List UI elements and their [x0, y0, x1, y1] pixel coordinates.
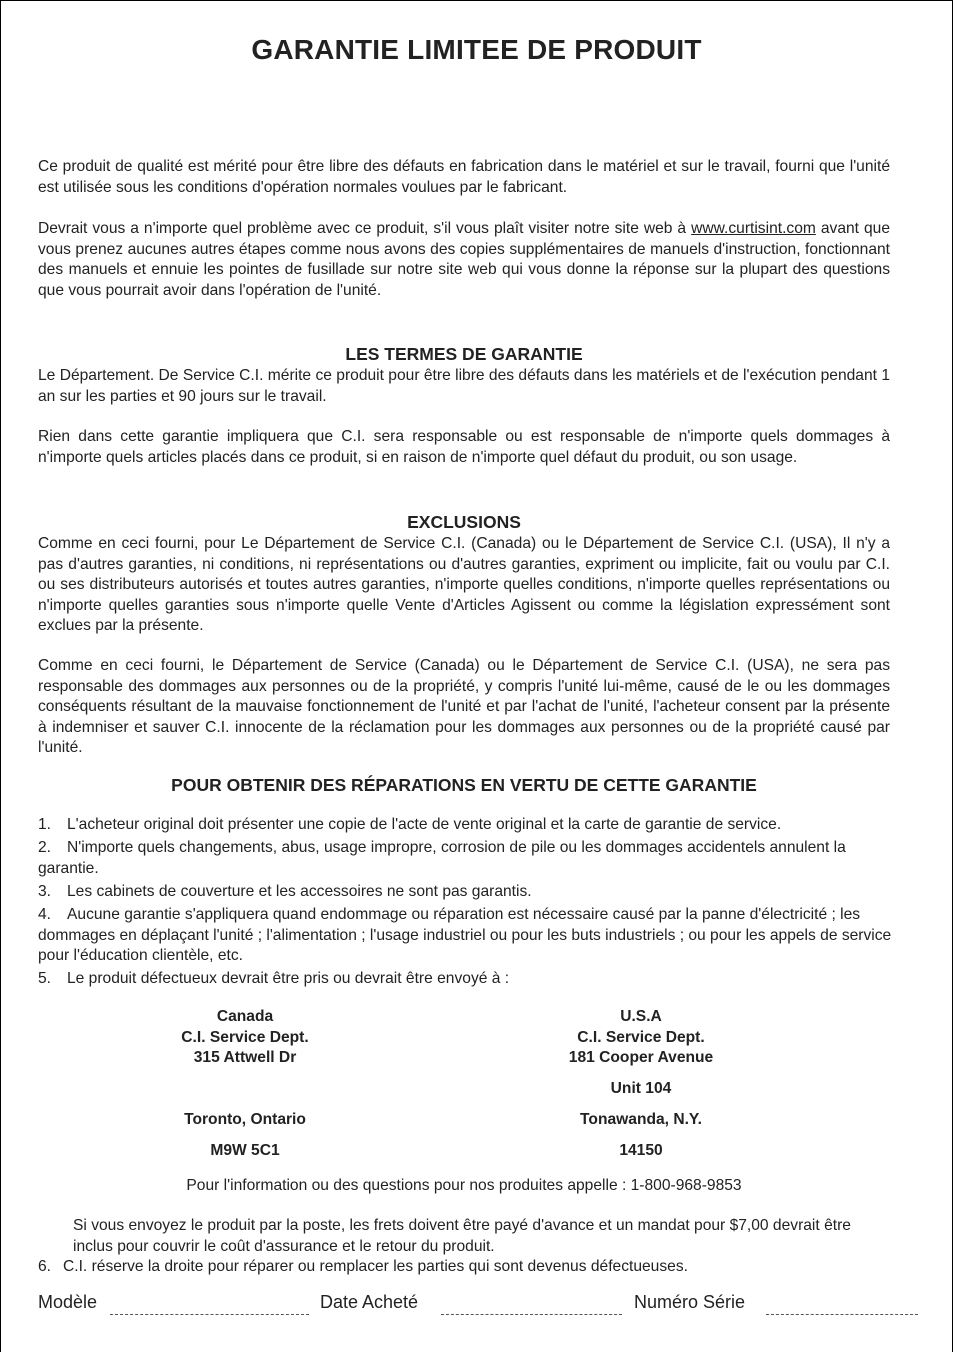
canada-postal: M9W 5C1: [210, 1142, 280, 1159]
exclusions-heading: EXCLUSIONS: [407, 512, 521, 532]
intro-text-after-link: avant que vous prenez aucunes autres étapes comme nous avons des copies supplémentaires de manuels d'instruction, fonctionnant des manuels et ennuie les pointes de fusillade sur notre site web qui vous donne la réponse sur la plupart des questions que vous pourrait avoir dans l'opération de l'unité.: [38, 220, 890, 299]
repair-item-2: [38, 838, 898, 879]
item-text: L'acheteur original doit présenter une copie de l'acte de vente original et la carte de garantie de service.: [67, 816, 782, 833]
usa-country: U.S.A: [620, 1008, 662, 1025]
exclusions-paragraph-1: Comme en ceci fourni, pour Le Département de Service C.I. (Canada) ou le Département de Service C.I. (USA), Il n'y a pas d'autres garanties, ni conditions, ni représentations ou d'autres garanties, expriment ou implicite, fait ou voulu par C.I. ou ses distributeurs autorisés et toutes autres garanties, n'importe quelles conditions, n'importe quelles représentations ou n'importe quelles garanties sous n'importe quelle Vente d'Articles Agissent ou comme la législation expressément sont exclues par la présente.: [38, 535, 890, 634]
website-link[interactable]: www.curtisint.com: [691, 220, 816, 237]
repair-item-5: [38, 969, 898, 990]
item-text: Aucune garantie s'appliquera quand endommage ou réparation est nécessaire causé par la panne d'électricité ; les dommages en déplaçant l'unité ; l'alimentation ; l'usage industriel ou pour les buts industriels ; ou pour les appels de service pour l'éducation clientèle, etc.: [38, 906, 892, 964]
item-text: N'importe quels changements, abus, usage impropre, corrosion de pile ou les dommages accidentels annulent la garantie.: [38, 839, 846, 877]
repair-item-4: [38, 905, 898, 967]
item-number: 4.: [38, 906, 52, 923]
item-number: 6.: [38, 1258, 52, 1275]
item-number: 2.: [38, 839, 52, 856]
item-number: 5.: [38, 970, 52, 987]
item-number: 1.: [38, 816, 52, 833]
repairs-heading: POUR OBTENIR DES RÉPARATIONS EN VERTU DE CETTE GARANTIE: [171, 775, 757, 795]
item-text: Le produit défectueux devrait être pris ou devrait être envoyé à :: [67, 970, 510, 987]
canada-street: 315 Attwell Dr: [193, 1049, 297, 1066]
usa-dept: C.I. Service Dept.: [577, 1029, 705, 1046]
item-text: C.I. réserve la droite pour réparer ou remplacer les parties qui sont devenus défectueuses.: [63, 1258, 688, 1275]
usa-city: Tonawanda, N.Y.: [580, 1111, 702, 1128]
intro-paragraph-2: [38, 219, 890, 301]
model-label: Modèle: [38, 1292, 98, 1312]
usa-unit: Unit 104: [610, 1080, 672, 1097]
terms-paragraph-2: Rien dans cette garantie impliquera que C.I. sera responsable ou est responsable de n'importe quels dommages à n'importe quels articles placés dans ce produit, si en raison de n'importe quel défaut du produit, ou son usage.: [38, 428, 890, 466]
terms-heading: LES TERMES DE GARANTIE: [345, 344, 583, 364]
item-text: Les cabinets de couverture et les accessoires ne sont pas garantis.: [67, 883, 532, 900]
repair-item-1: [38, 815, 898, 836]
info-phone-line: Pour l'information ou des questions pour nos produites appelle : 1-800-968-9853: [186, 1177, 742, 1194]
page-border-left: [0, 0, 1, 1352]
intro-text-before-link: Devrait vous a n'importe quel problème avec ce produit, s'il vous plaît visiter notre site web à: [38, 220, 692, 237]
terms-paragraph-1: Le Département. De Service C.I. mérite ce produit pour être libre des défauts dans les matériels et de l'exécution pendant 1 an sur les parties et 90 jours sur le travail.: [38, 367, 890, 405]
serial-number-field-line[interactable]: [766, 1314, 918, 1315]
intro-paragraph-1: Ce produit de qualité est mérité pour être libre des défauts en fabrication dans le matériel et sur le travail, fourni que l'unité est utilisée sous les conditions d'opération normales voulues par le fabricant.: [38, 158, 890, 196]
canada-city: Toronto, Ontario: [184, 1111, 306, 1128]
usa-street: 181 Cooper Avenue: [568, 1049, 714, 1066]
repair-item-3: [38, 882, 898, 903]
model-field-line[interactable]: [110, 1314, 309, 1315]
repair-item-6: [38, 1257, 898, 1278]
purchase-date-label: Date Acheté: [320, 1292, 419, 1312]
usa-postal: 14150: [619, 1142, 663, 1159]
exclusions-paragraph-2: Comme en ceci fourni, le Département de Service (Canada) ou le Département de Service C.I. (USA), ne sera pas responsable des dommages aux personnes ou de la propriété, y compris l'unité lui-même, causé de le ou les dommages conséquents résultant de la mauvaise fonctionnement de l'unité et par l'achat de l'unité, l'acheteur consent par la présente à indemniser et sauver C.I. innocente de la réclamation pour les dommages aux personnes ou de la propriété causé par l'unité.: [38, 657, 890, 756]
canada-country: Canada: [216, 1008, 274, 1025]
mail-note: Si vous envoyez le produit par la poste, les frets doivent être payé d'avance et un mandat pour $7,00 devrait être inclus pour couvrir le coût d'assurance et le retour du produit.: [73, 1217, 851, 1255]
document-title: GARANTIE LIMITEE DE PRODUIT: [251, 34, 702, 65]
purchase-date-field-line[interactable]: [441, 1314, 622, 1315]
canada-dept: C.I. Service Dept.: [181, 1029, 309, 1046]
page-border-top: [0, 0, 953, 1]
item-number: 3.: [38, 883, 52, 900]
serial-number-label: Numéro Série: [634, 1292, 746, 1312]
